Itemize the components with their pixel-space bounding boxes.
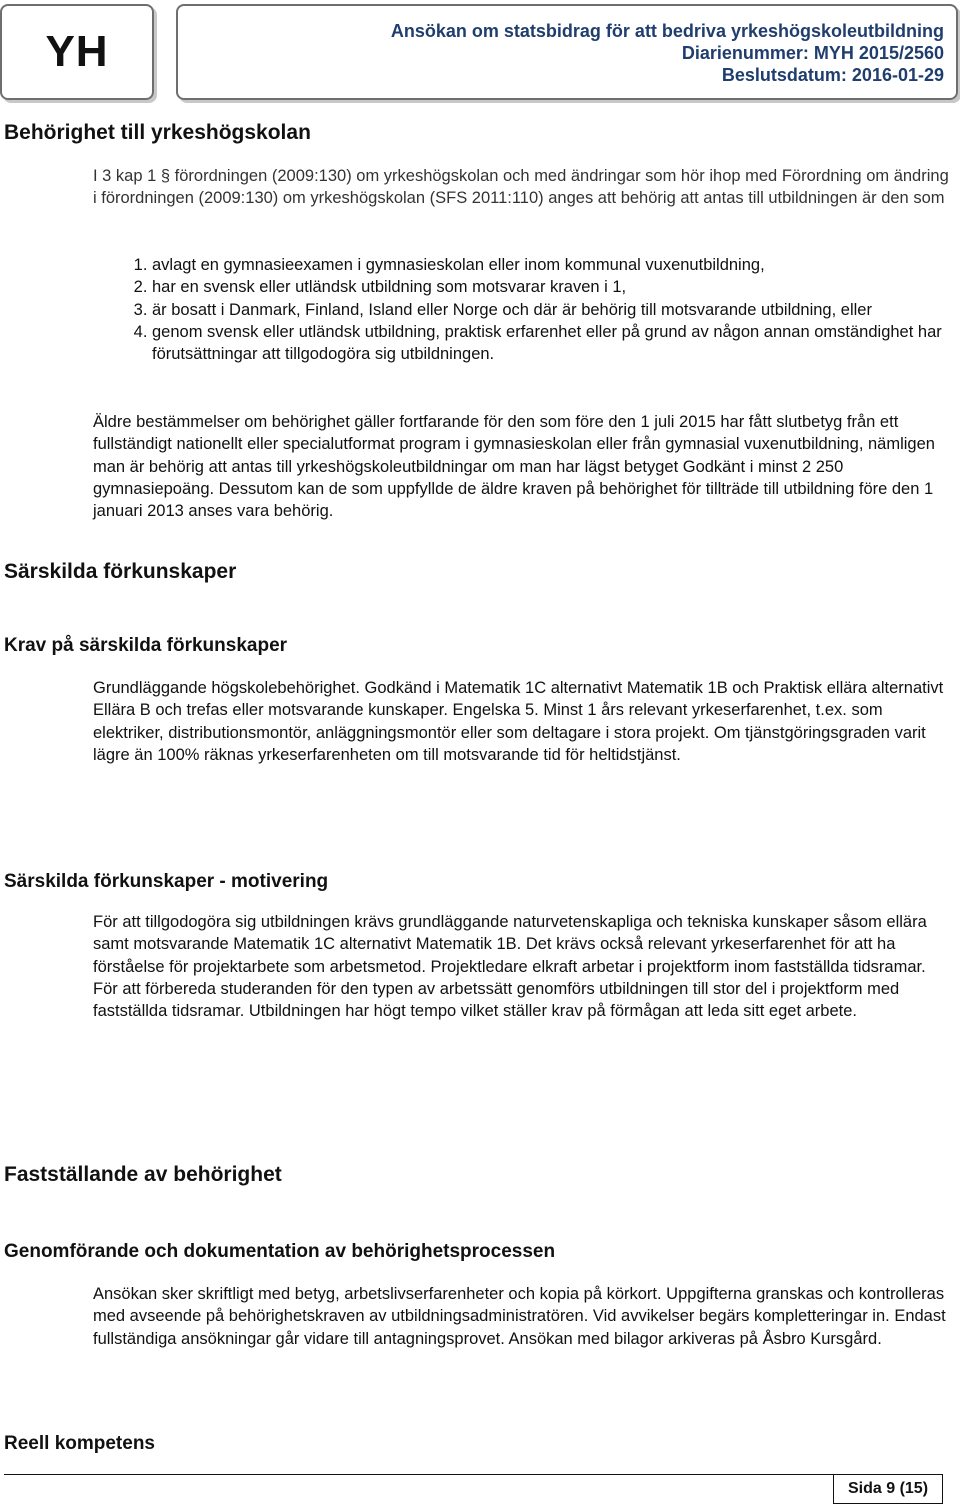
heading-sarskilda: Särskilda förkunskaper xyxy=(4,560,237,583)
logo-text: YH xyxy=(45,27,109,76)
heading-motivering: Särskilda förkunskaper - motivering xyxy=(4,871,329,892)
page-number-label: Sida 9 (15) xyxy=(847,1480,929,1497)
process-paragraph: Ansökan sker skriftligt med betyg, arbetslivserfarenheter och kopia på körkort. Uppgifterna granskas och kontrolleras med avseende på behörighetskraven av utbildningsadministratören. Vid avvikelser begärs kompletteringar in. Endast fullständiga ansökningar går vidare till antagningsprovet. Ansökan med bilagor arkiveras på Åsbro Kursgård. xyxy=(93,1285,946,1348)
heading-process: Genomförande och dokumentation av behörighetsprocessen xyxy=(4,1241,556,1262)
page-number xyxy=(833,1474,943,1504)
beslutsdatum: Beslutsdatum: 2016-01-29 xyxy=(721,65,944,85)
older-rules-paragraph: Äldre bestämmelser om behörighet gäller fortfarande för den som före den 1 juli 2015 har fått slutbetyg från ett fullständigt nationellt eller specialutformat program i gymnasieskolan eller från gymnasial vuxenutbildning, nämligen man är behörig att antas till yrkeshögskoleutbildningar om man har lägst betyget Godkänt i minst 2 250 gymnasiepoäng. Dessutom kan de som uppfyllde de äldre kraven på behörighet för tillträde till utbildning före den 1 januari 2013 anses vara behörig. xyxy=(93,413,935,521)
heading-reell: Reell kompetens xyxy=(4,1433,155,1454)
krav-paragraph: Grundläggande högskolebehörighet. Godkänd i Matematik 1C alternativt Matematik 1B och Praktisk ellära alternativt Ellära B och trefas eller motsvarande kunskaper. Engelska 5. Minst 1 års relevant yrkeserfarenhet, t.ex. som elektriker, distributionsmontör, anläggningsmontör eller som deltagare i stora projekt. Om tjänstgöringsgraden varit lägre än 100% räknas yrkeserfarenheten om till motsvarande tid för heltidstjänst. xyxy=(93,679,944,764)
document-header xyxy=(176,4,958,100)
list-item: 2. har en svensk eller utländsk utbildning som motsvarar kraven i 1, xyxy=(152,276,960,298)
heading-krav: Krav på särskilda förkunskaper xyxy=(4,635,288,656)
requirements-list xyxy=(112,254,960,365)
motivering-paragraph: För att tillgodogöra sig utbildningen krävs grundläggande naturvetenskapliga och tekniska kunskaper såsom ellära samt motsvarande Matematik 1C alternativt Matematik 1B. Det krävs också relevant yrkeserfarenhet för att ha förståelse för projektarbete som arbetsmetod. Projektledare elkraft arbetar i projektform inom fastställda tidsramar. För att förbereda studeranden för den typen av arbetssätt genomförs utbildningen till stor del i projektform med fastställda tidsramar. Utbildningen har högt tempo vilket ställer krav på förmågan att leda sitt eget arbete. xyxy=(93,913,927,1021)
list-item: 4. genom svensk eller utländsk utbildning, praktisk erfarenhet eller på grund av någon annan omständighet har förutsättningar att tillgodogöra sig utbildningen. xyxy=(152,321,960,366)
list-item: 3. är bosatt i Danmark, Finland, Island eller Norge och där är behörig till motsvarande utbildning, eller xyxy=(152,299,960,321)
behorighet-intro: I 3 kap 1 § förordningen (2009:130) om yrkeshögskolan och med ändringar som hör ihop med Förordning om ändring i förordningen (2009:130) om yrkeshögskolan (SFS 2011:110) anges att behörig att antas till utbildningen är den som xyxy=(93,167,949,208)
heading-faststallande: Fastställande av behörighet xyxy=(4,1163,282,1186)
list-item: 1. avlagt en gymnasieexamen i gymnasieskolan eller inom kommunal vuxenutbildning, xyxy=(152,254,960,276)
yh-logo xyxy=(0,4,154,100)
footer-divider xyxy=(4,1474,833,1475)
diarienummer: Diarienummer: MYH 2015/2560 xyxy=(681,43,944,63)
heading-behorighet: Behörighet till yrkeshögskolan xyxy=(4,121,311,144)
document-title: Ansökan om statsbidrag för att bedriva yrkeshögskoleutbildning xyxy=(390,21,944,41)
